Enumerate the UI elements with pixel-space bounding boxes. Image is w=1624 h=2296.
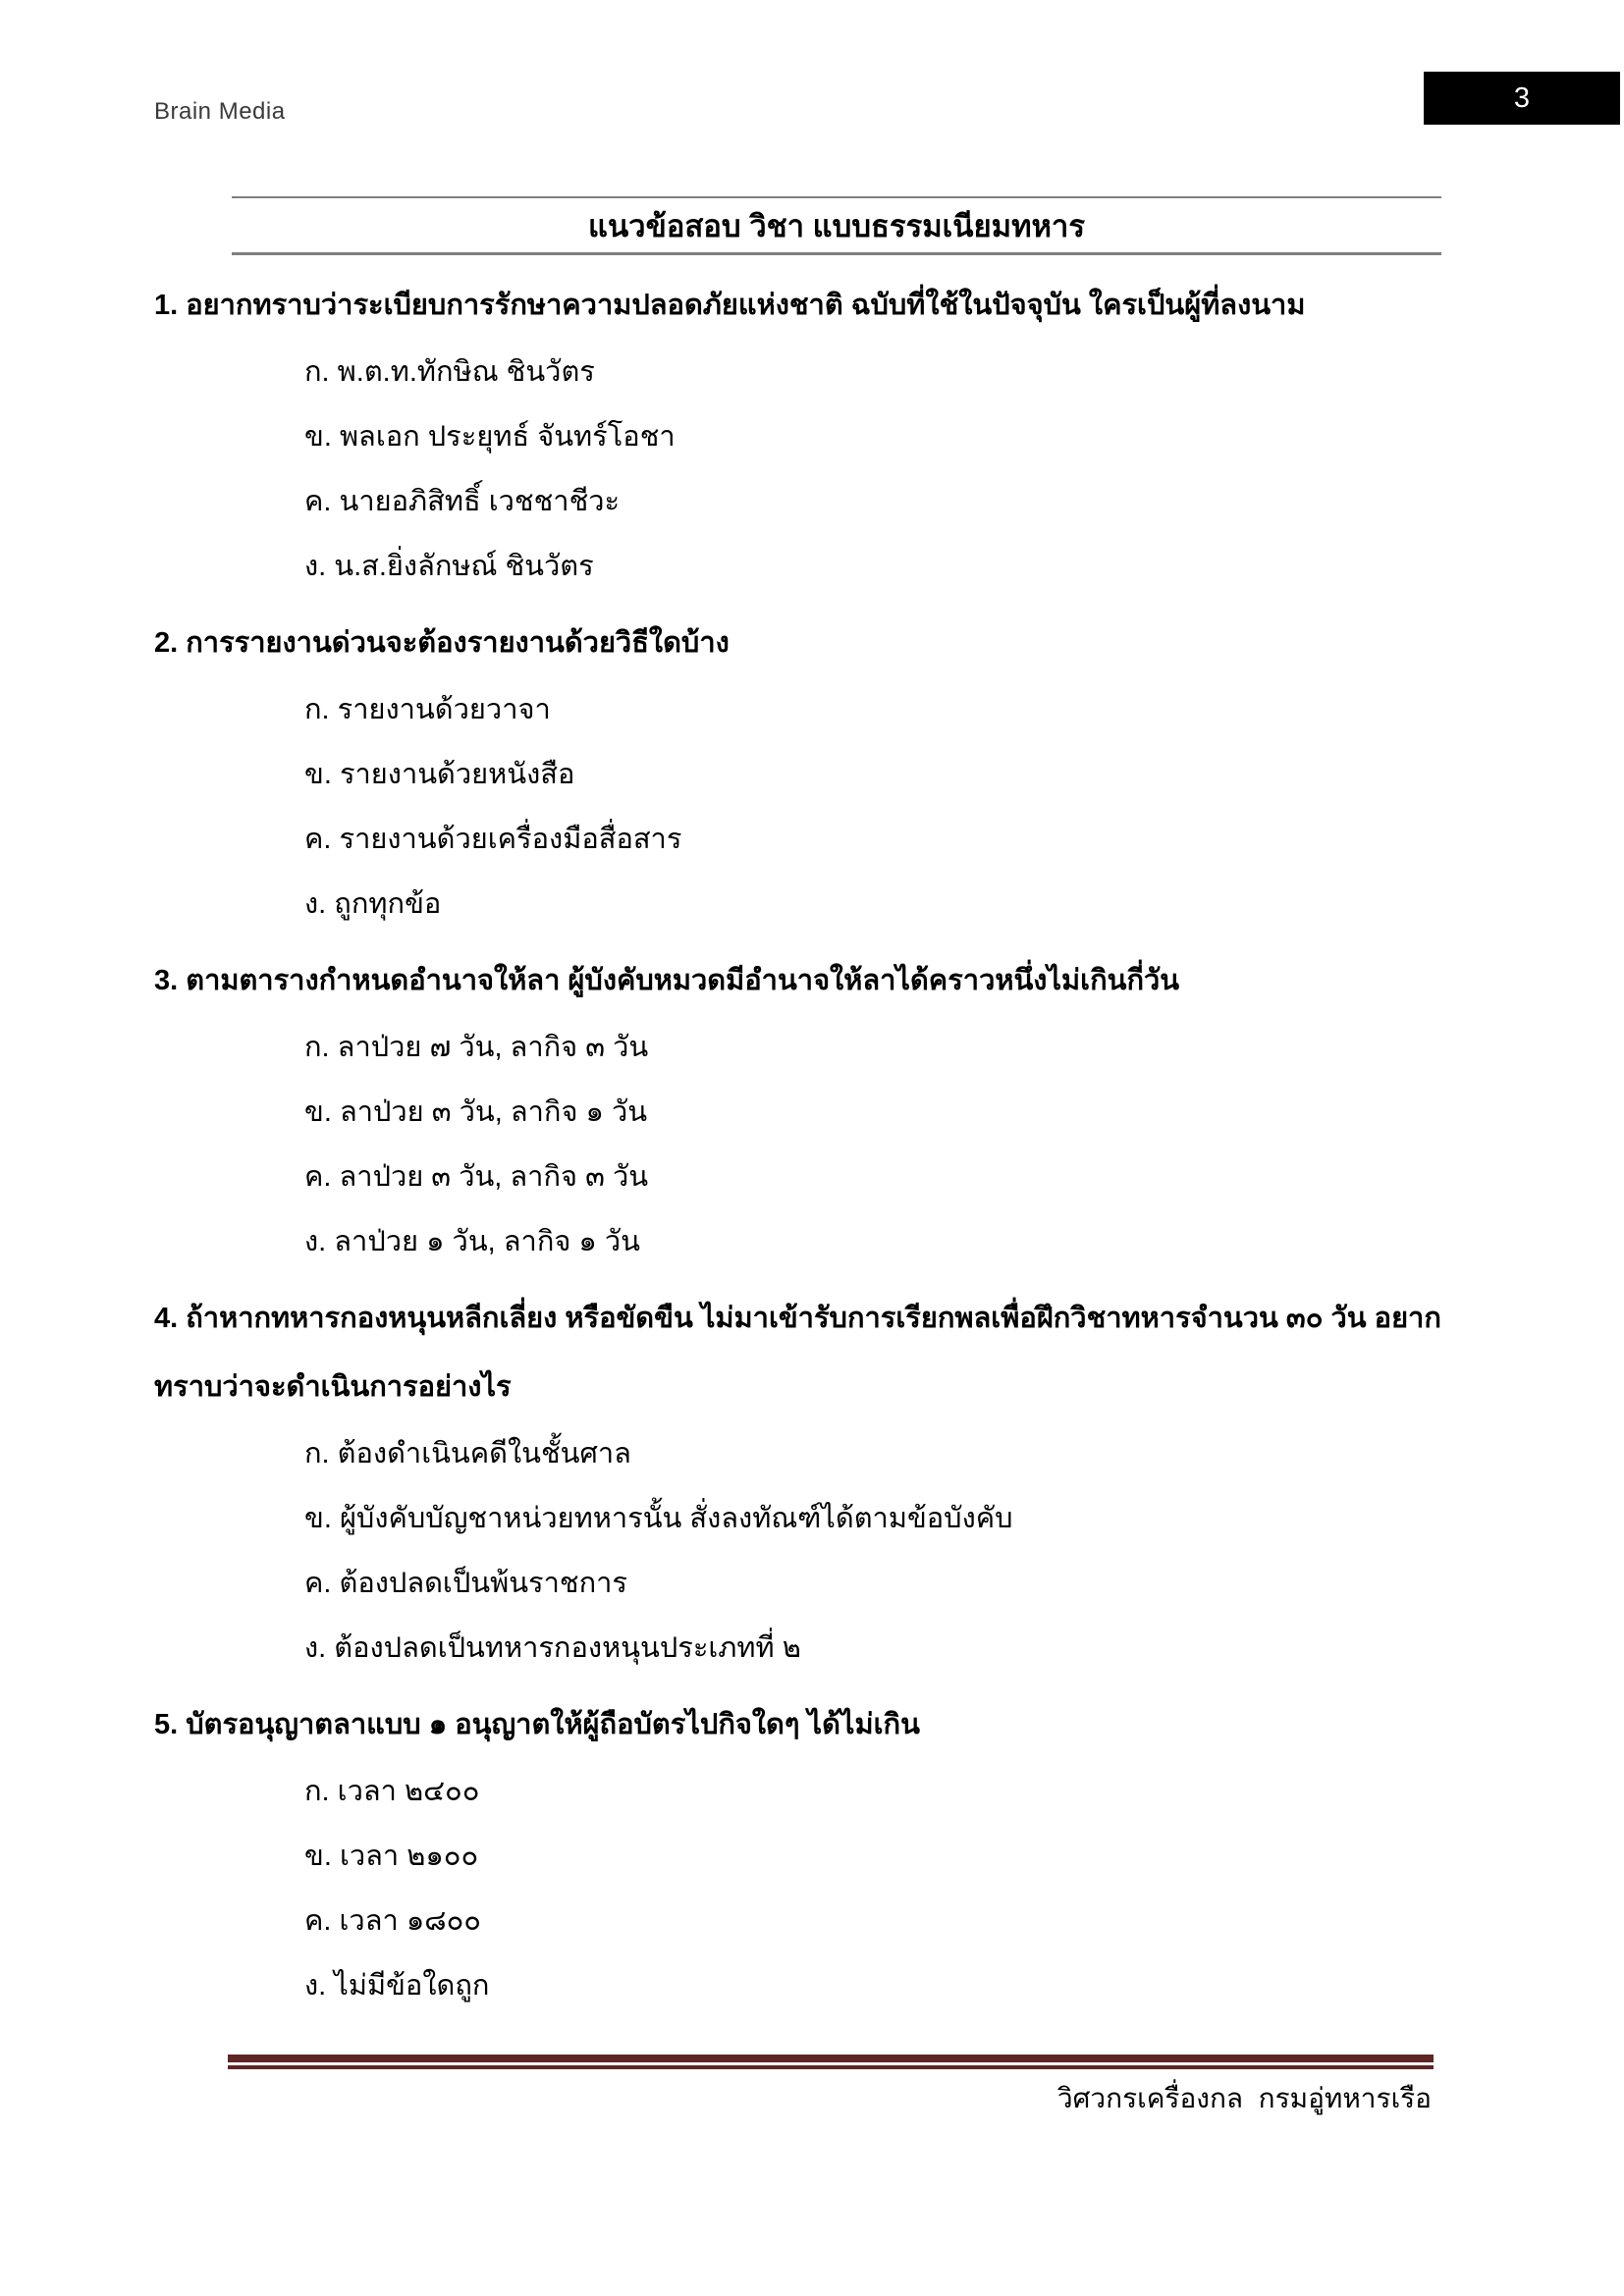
question-text: 3. ตามตารางกำหนดอำนาจให้ลา ผู้บังคับหมวดมีอำนาจให้ลาได้คราวหนึ่งไม่เกินกี่วัน bbox=[154, 965, 1180, 996]
question-3 bbox=[154, 946, 1445, 1274]
footer-credit: วิศวกรเครื่องกล กรมอู่ทหารเรือ bbox=[1056, 2083, 1432, 2113]
footer-rule bbox=[228, 2055, 1434, 2069]
choice-item: ก. รายงานด้วยวาจา bbox=[304, 694, 551, 725]
choice-item: ก. ต้องดำเนินคดีในชั้นศาล bbox=[304, 1438, 631, 1469]
footer-rule-thick-bar bbox=[228, 2055, 1434, 2062]
page-number: 3 bbox=[1513, 81, 1531, 114]
title-band bbox=[232, 196, 1441, 255]
choice-item: ข. พลเอก ประยุทธ์ จันทร์โอชา bbox=[304, 421, 676, 453]
question-text: 5. บัตรอนุญาตลาแบบ ๑ อนุญาตให้ผู้ถือบัตรไปกิจใดๆ ได้ไม่เกิน bbox=[154, 1709, 920, 1740]
choice-item: ข. รายงานด้วยหนังสือ bbox=[304, 759, 575, 790]
question-text: 1. อยากทราบว่าระเบียบการรักษาความปลอดภัยแห่งชาติ ฉบับที่ใช้ในปัจจุบัน ใครเป็นผู้ที่ลงนาม bbox=[154, 290, 1306, 321]
brand-text: Brain Media bbox=[154, 98, 286, 125]
choice-item: ค. นายอภิสิทธิ์ เวชชาชีวะ bbox=[304, 486, 621, 517]
choice-item: ก. เวลา ๒๔๐๐ bbox=[304, 1776, 480, 1807]
question-2 bbox=[154, 609, 1445, 936]
footer-rule-thin-bar bbox=[228, 2065, 1434, 2069]
question-1 bbox=[154, 271, 1445, 599]
choice-item: ง. ลาป่วย ๑ วัน, ลากิจ ๑ วัน bbox=[304, 1226, 640, 1257]
choice-item: ก. ลาป่วย ๗ วัน, ลากิจ ๓ วัน bbox=[304, 1032, 649, 1063]
choice-item: ค. ลาป่วย ๓ วัน, ลากิจ ๓ วัน bbox=[304, 1161, 649, 1193]
exam-body bbox=[154, 261, 1445, 2018]
choice-item: ก. พ.ต.ท.ทักษิณ ชินวัตร bbox=[304, 356, 595, 388]
choice-item: ง. ต้องปลดเป็นทหารกองหนุนประเภทที่ ๒ bbox=[304, 1632, 801, 1664]
choice-item: ง. ถูกทุกข้อ bbox=[304, 888, 442, 920]
question-text: 4. ถ้าหากทหารกองหนุนหลีกเลี่ยง หรือขัดขืน ไม่มาเข้ารับการเรียกพลเพื่อฝึกวิชาทหารจำนวน ๓๐ วัน อยากทราบว่าจะดำเนินการอย่างไร bbox=[154, 1303, 1441, 1403]
choice-item: ข. ลาป่วย ๓ วัน, ลากิจ ๑ วัน bbox=[304, 1096, 648, 1128]
choice-item: ง. น.ส.ยิ่งลักษณ์ ชินวัตร bbox=[304, 551, 594, 582]
choice-item: ง. ไม่มีข้อใดถูก bbox=[304, 1970, 490, 2002]
choice-item: ค. ต้องปลดเป็นพ้นราชการ bbox=[304, 1568, 627, 1599]
choice-item: ข. ผู้บังคับบัญชาหน่วยทหารนั้น สั่งลงทัณฑ์ได้ตามข้อบังคับ bbox=[304, 1503, 1013, 1534]
choice-item: ค. เวลา ๑๘๐๐ bbox=[304, 1905, 482, 1937]
exam-title: แนวข้อสอบ วิชา แบบธรรมเนียมทหาร bbox=[588, 208, 1085, 243]
question-5 bbox=[154, 1690, 1445, 2018]
choice-item: ค. รายงานด้วยเครื่องมือสื่อสาร bbox=[304, 824, 682, 855]
page-number-badge bbox=[1424, 72, 1620, 125]
choice-item: ข. เวลา ๒๑๐๐ bbox=[304, 1841, 479, 1872]
question-text: 2. การรายงานด่วนจะต้องรายงานด้วยวิธีใดบ้าง bbox=[154, 627, 730, 659]
question-4 bbox=[154, 1284, 1445, 1681]
